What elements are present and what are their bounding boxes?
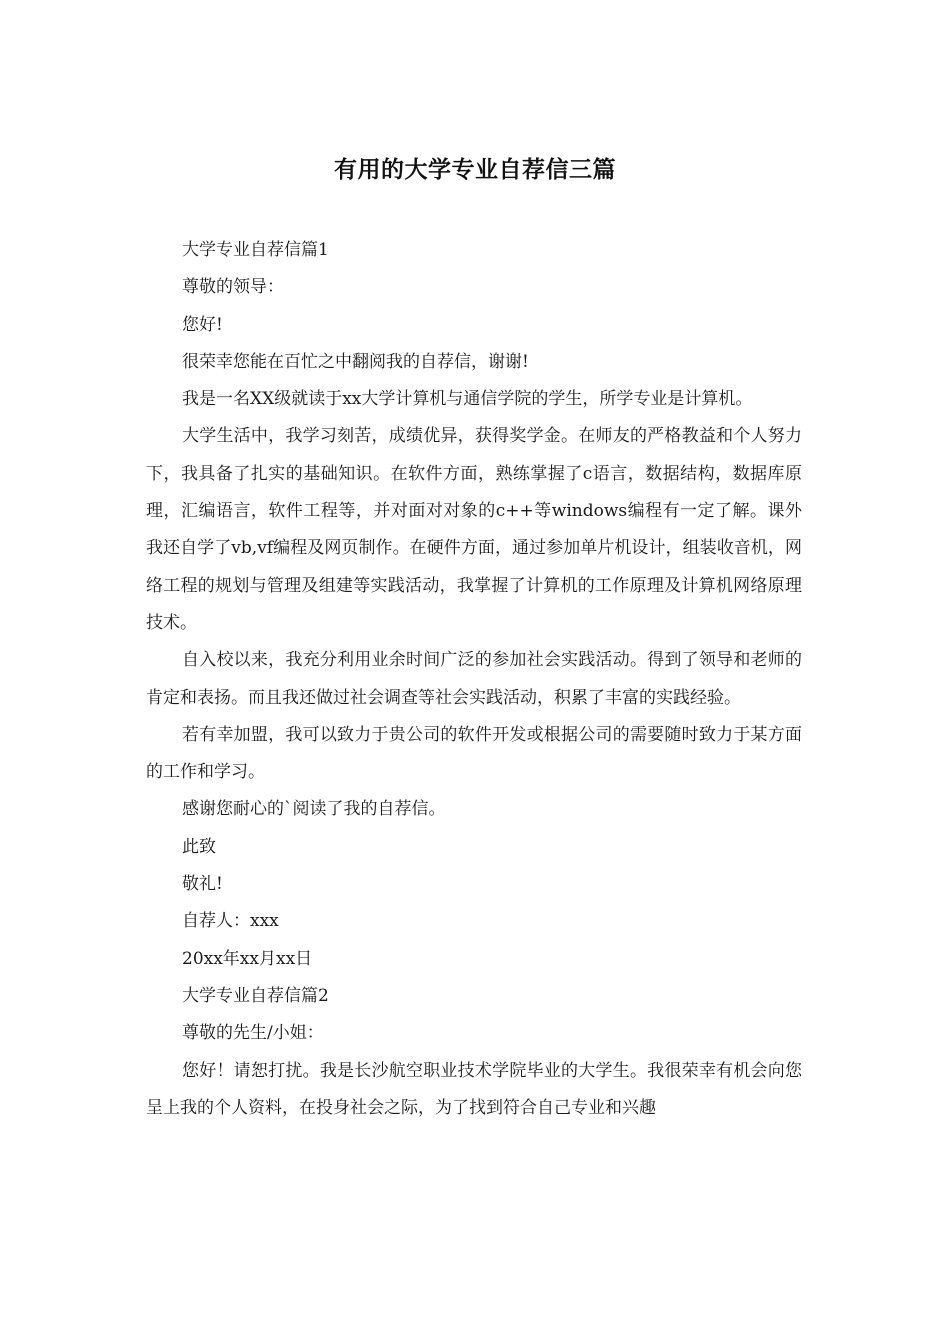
date-line: 20xx年xx月xx日	[182, 948, 313, 969]
paragraph: 您好！请恕打扰。我是长沙航空职业技术学院毕业的大学生。我很荣幸有机会向您呈上我的个人资料，在投身社会之际，为了找到符合自己专业和兴趣	[146, 1060, 802, 1118]
paragraph: 感谢您耐心的`阅读了我的自荐信。	[182, 799, 446, 820]
paragraph: 大学生活中，我学习刻苦，成绩优异，获得奖学金。在师友的严格教益和个人努力下，我具备了扎实的基础知识。在软件方面，熟练掌握了c语言，数据结构，数据库原理，汇编语言，软件工程等，并对面对对象的c++等windows编程有一定了解。课外我还自学了vb,vf编程及网页制作。在硬件方面，通过参加单片机设计，组装收音机，网络工程的规划与管理及组建等实践活动，我掌握了计算机的工作原理及计算机网络原理技术。	[146, 426, 802, 633]
section-heading-2: 大学专业自荐信篇2	[182, 985, 329, 1006]
greeting: 您好!	[182, 314, 223, 335]
paragraph: 很荣幸您能在百忙之中翻阅我的自荐信，谢谢!	[182, 351, 529, 372]
salutation: 尊敬的领导：	[182, 277, 284, 298]
signature: 自荐人：xxx	[182, 911, 279, 932]
closing-regards: 敬礼!	[182, 874, 223, 895]
salutation: 尊敬的先生/小姐：	[182, 1023, 324, 1044]
document-body	[146, 232, 802, 1127]
paragraph: 若有幸加盟，我可以致力于贵公司的软件开发或根据公司的需要随时致力于某方面的工作和学习。	[146, 724, 802, 783]
document-title: 有用的大学专业自荐信三篇	[334, 157, 616, 183]
section-heading-1: 大学专业自荐信篇1	[182, 240, 329, 260]
paragraph: 我是一名XX级就读于xx大学计算机与通信学院的学生，所学专业是计算机。	[182, 389, 753, 410]
closing-line: 此致	[182, 836, 216, 857]
paragraph: 自入校以来，我充分利用业余时间广泛的参加社会实践活动。得到了领导和老师的肯定和表扬。而且我还做过社会调查等社会实践活动，积累了丰富的实践经验。	[146, 650, 802, 708]
